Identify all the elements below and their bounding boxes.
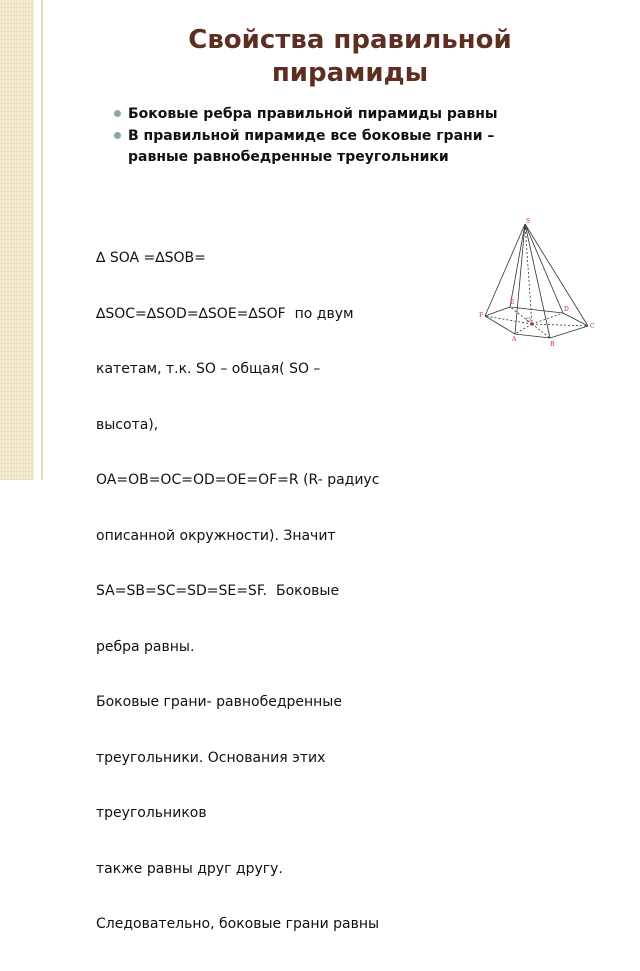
- proof-line: ∆SOC=∆SOD=∆SOE=∆SOF по двум: [96, 305, 354, 322]
- bullet-text-2: В правильной пирамиде все боковые грани – равные равнобедренные треугольники: [128, 128, 495, 165]
- proof-line: SA=SB=SC=SD=SE=SF. Боковые: [96, 583, 340, 599]
- base-edge: [515, 334, 550, 338]
- bullet-icon: [114, 110, 121, 117]
- radius-line: [532, 324, 588, 326]
- slide-title: Свойства правильной пирамиды: [188, 25, 512, 88]
- lateral-edge: [515, 224, 525, 334]
- label-o: O: [526, 317, 531, 324]
- label-e: E: [510, 299, 515, 306]
- label-s: S: [526, 218, 531, 225]
- bullet-item-2: [111, 126, 631, 168]
- decorative-left-stripe: [0, 0, 34, 480]
- label-d: D: [564, 306, 569, 313]
- proof-line: OA=OB=OC=OD=OE=OF=R (R- радиус: [96, 472, 380, 488]
- proof-line: ∆ SOA =∆SOB=: [96, 250, 206, 266]
- radius-line: [532, 313, 563, 324]
- decorative-left-line: [41, 0, 43, 480]
- bullet-item-1: [111, 104, 631, 125]
- proof-line: Следовательно, боковые грани равны: [96, 916, 380, 932]
- base-edge: [550, 326, 588, 338]
- base-edge: [510, 307, 563, 313]
- proof-line: также равны друг другу.: [96, 860, 283, 877]
- proof-line: треугольники. Основания этих: [96, 749, 326, 766]
- lateral-edge: [485, 224, 525, 316]
- proof-line: описанной окружности). Значит: [96, 527, 336, 544]
- lateral-edge: [525, 224, 563, 313]
- label-a: A: [512, 336, 517, 343]
- proof-line: высота),: [96, 416, 159, 433]
- proof-line: Боковые грани- равнобедренные: [96, 694, 342, 710]
- proof-line: катетам, т.к. SO – общая( SO –: [96, 361, 321, 377]
- bullet-list: [111, 104, 631, 169]
- lateral-edge: [525, 224, 588, 326]
- proof-text: [96, 212, 464, 971]
- lateral-edge: [510, 224, 525, 307]
- proof-line: ребра равны.: [96, 638, 195, 655]
- label-c: C: [590, 323, 595, 330]
- radius-line: [515, 324, 532, 334]
- label-b: B: [550, 341, 555, 348]
- label-f: F: [479, 312, 484, 319]
- bullet-icon: [114, 132, 121, 139]
- bullet-text-1: Боковые ребра правильной пирамиды равны: [128, 106, 498, 122]
- hexagonal-pyramid-figure: [460, 216, 600, 352]
- proof-line: треугольников: [96, 805, 207, 821]
